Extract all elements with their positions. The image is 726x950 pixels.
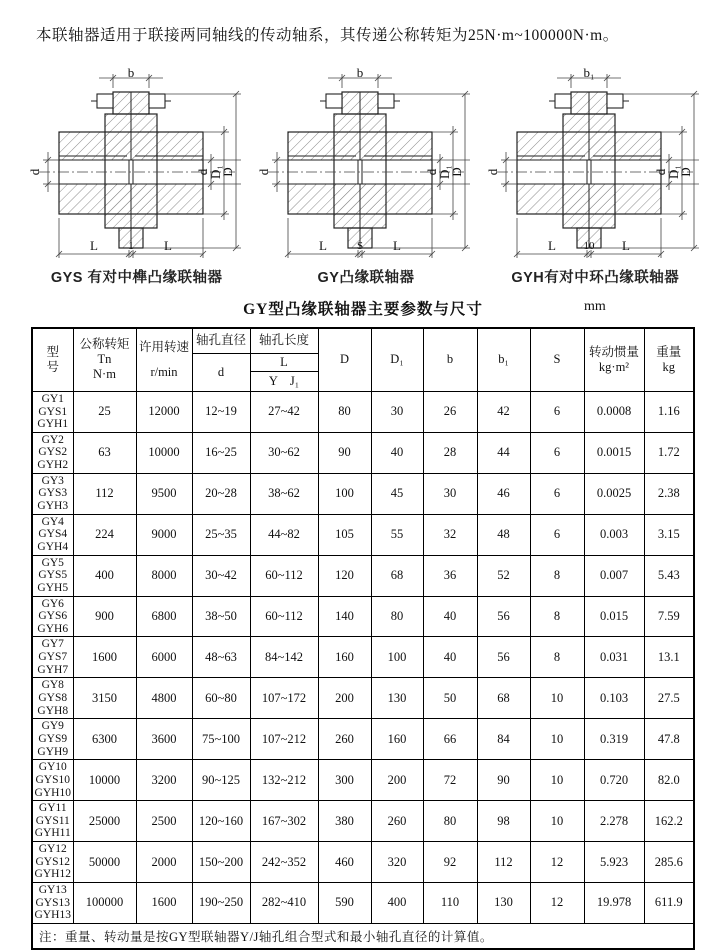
header-bore-len-mid: L [250, 353, 318, 371]
cell-b: 30 [423, 473, 477, 514]
coupling-drawing-svg [483, 68, 707, 264]
cell-b: 66 [423, 719, 477, 760]
cell-d: 150~200 [192, 842, 250, 883]
cell-speed: 2500 [136, 801, 192, 842]
table-row [32, 432, 694, 473]
cell-d: 16~25 [192, 432, 250, 473]
dim-label-d-left: d [485, 168, 501, 176]
cell-l: 38~62 [250, 473, 318, 514]
cell-l: 60~112 [250, 555, 318, 596]
cell-b: 26 [423, 391, 477, 432]
dim-label-d-right: d [653, 168, 669, 176]
table-note: 注：重量、转动量是按GY型联轴器Y/J轴孔组合型式和最小轴孔直径的计算值。 [32, 923, 694, 949]
table-row [32, 801, 694, 842]
cell-S: 10 [530, 801, 584, 842]
cell-D: 380 [318, 801, 371, 842]
cell-b1: 130 [477, 882, 530, 923]
cell-D: 300 [318, 760, 371, 801]
cell-weight: 162.2 [644, 801, 694, 842]
table-row [32, 882, 694, 923]
header-bore-len: 轴孔长度 [250, 328, 318, 354]
cell-weight: 611.9 [644, 882, 694, 923]
model-cell: GY4 GYS4 GYH4 [32, 514, 73, 555]
cell-D1: 100 [371, 637, 423, 678]
model-cell: GY5 GYS5 GYH5 [32, 555, 73, 596]
cell-l: 44~82 [250, 514, 318, 555]
dim-label-center: 1 [127, 239, 134, 252]
header-inertia-line2: kg·m² [598, 359, 630, 374]
cell-l: 282~410 [250, 882, 318, 923]
dim-label-b: b₁ [583, 67, 595, 80]
cell-b1: 84 [477, 719, 530, 760]
dim-label-d1: D₁ [666, 164, 682, 179]
header-torque-line3: N·m [93, 367, 116, 382]
header-speed-line1: 许用转速 [138, 339, 189, 354]
model-cell: GY7 GYS7 GYH7 [32, 637, 73, 678]
model-cell: GY9 GYS9 GYH9 [32, 719, 73, 760]
cell-inertia: 0.319 [584, 719, 644, 760]
cell-D: 90 [318, 432, 371, 473]
coupling-figure [251, 68, 480, 287]
table-row [32, 719, 694, 760]
header-torque-line1: 公称转矩 [79, 337, 130, 352]
header-torque-line2: Tn [97, 352, 112, 367]
header-b1: b₁ [477, 328, 530, 392]
dim-label-d-left: d [26, 168, 42, 176]
cell-S: 12 [530, 842, 584, 883]
cell-b1: 56 [477, 596, 530, 637]
cell-b: 92 [423, 842, 477, 883]
dim-label-b: b [127, 67, 134, 80]
cell-tn: 224 [73, 514, 136, 555]
coupling-figure [22, 68, 251, 287]
cell-d: 90~125 [192, 760, 250, 801]
cell-tn: 100000 [73, 882, 136, 923]
cell-speed: 4800 [136, 678, 192, 719]
figures-row [0, 62, 726, 287]
cell-weight: 47.8 [644, 719, 694, 760]
cell-b1: 68 [477, 678, 530, 719]
cell-D: 200 [318, 678, 371, 719]
header-weight [644, 328, 694, 392]
model-cell: GY1 GYS1 GYH1 [32, 391, 73, 432]
cell-S: 10 [530, 678, 584, 719]
model-cell: GY11 GYS11 GYH11 [32, 801, 73, 842]
cell-S: 6 [530, 432, 584, 473]
cell-D: 590 [318, 882, 371, 923]
coupling-figure [481, 68, 710, 287]
header-model-line2: 号 [46, 359, 59, 374]
coupling-drawing-svg [25, 68, 249, 264]
cell-speed: 2000 [136, 842, 192, 883]
cell-d: 120~160 [192, 801, 250, 842]
cell-inertia: 0.0008 [584, 391, 644, 432]
cell-S: 6 [530, 473, 584, 514]
cell-D: 460 [318, 842, 371, 883]
cell-l: 84~142 [250, 637, 318, 678]
dim-label-D: D [448, 167, 464, 177]
cell-S: 10 [530, 760, 584, 801]
cell-D: 160 [318, 637, 371, 678]
cell-tn: 50000 [73, 842, 136, 883]
cell-D1: 130 [371, 678, 423, 719]
page [0, 16, 726, 944]
cell-D: 120 [318, 555, 371, 596]
cell-tn: 6300 [73, 719, 136, 760]
dim-label-L-right: L [163, 237, 172, 253]
dim-label-center: 10 [583, 239, 595, 252]
cell-speed: 1600 [136, 882, 192, 923]
cell-l: 60~112 [250, 596, 318, 637]
cell-b: 40 [423, 596, 477, 637]
table-row [32, 391, 694, 432]
table-row [32, 596, 694, 637]
cell-speed: 6000 [136, 637, 192, 678]
table-title-bar [0, 297, 726, 323]
header-weight-line2: kg [662, 359, 675, 374]
cell-D1: 30 [371, 391, 423, 432]
cell-tn: 900 [73, 596, 136, 637]
cell-tn: 3150 [73, 678, 136, 719]
cell-inertia: 2.278 [584, 801, 644, 842]
cell-l: 30~62 [250, 432, 318, 473]
cell-weight: 27.5 [644, 678, 694, 719]
cell-S: 6 [530, 391, 584, 432]
cell-b: 50 [423, 678, 477, 719]
header-bore-len-sub: Y J₁ [250, 371, 318, 391]
dim-label-b: b [356, 67, 364, 80]
cell-D1: 45 [371, 473, 423, 514]
cell-inertia: 0.720 [584, 760, 644, 801]
model-cell: GY13 GYS13 GYH13 [32, 882, 73, 923]
cell-d: 48~63 [192, 637, 250, 678]
cell-inertia: 0.003 [584, 514, 644, 555]
figure-caption: GYS 有对中榫凸缘联轴器 [50, 269, 223, 286]
header-weight-line1: 重量 [656, 344, 682, 359]
header-bore-dia-sub: d [192, 353, 250, 391]
cell-l: 107~212 [250, 719, 318, 760]
cell-D: 80 [318, 391, 371, 432]
header-b: b [423, 328, 477, 392]
dim-label-L-left: L [89, 237, 98, 253]
dim-label-d-right: d [423, 168, 439, 176]
cell-d: 30~42 [192, 555, 250, 596]
cell-b: 28 [423, 432, 477, 473]
header-D1: D₁ [371, 328, 423, 392]
dim-label-L-left: L [548, 237, 557, 253]
dim-label-d-left: d [255, 168, 271, 176]
dim-label-D: D [219, 167, 235, 177]
model-cell: GY2 GYS2 GYH2 [32, 432, 73, 473]
cell-l: 167~302 [250, 801, 318, 842]
cell-tn: 25000 [73, 801, 136, 842]
dim-label-L-right: L [393, 237, 401, 253]
cell-weight: 1.72 [644, 432, 694, 473]
cell-tn: 25 [73, 391, 136, 432]
cell-b1: 90 [477, 760, 530, 801]
table-unit: mm [584, 298, 606, 314]
dim-label-L-left: L [319, 237, 327, 253]
table-row [32, 760, 694, 801]
header-torque [73, 328, 136, 392]
cell-S: 8 [530, 555, 584, 596]
cell-b1: 98 [477, 801, 530, 842]
cell-d: 25~35 [192, 514, 250, 555]
model-cell: GY6 GYS6 GYH6 [32, 596, 73, 637]
cell-d: 12~19 [192, 391, 250, 432]
cell-weight: 13.1 [644, 637, 694, 678]
model-cell: GY10 GYS10 GYH10 [32, 760, 73, 801]
figure-caption: GYH有对中环凸缘联轴器 [511, 269, 680, 286]
model-cell: GY8 GYS8 GYH8 [32, 678, 73, 719]
dim-label-d1: D₁ [436, 164, 452, 179]
cell-d: 60~80 [192, 678, 250, 719]
cell-D: 140 [318, 596, 371, 637]
cell-speed: 3600 [136, 719, 192, 760]
cell-d: 75~100 [192, 719, 250, 760]
header-model [32, 328, 73, 392]
cell-speed: 9500 [136, 473, 192, 514]
cell-l: 107~172 [250, 678, 318, 719]
header-model-line1: 型 [46, 344, 59, 359]
cell-D1: 68 [371, 555, 423, 596]
cell-D1: 80 [371, 596, 423, 637]
cell-tn: 1600 [73, 637, 136, 678]
cell-b1: 44 [477, 432, 530, 473]
cell-inertia: 0.0025 [584, 473, 644, 514]
note-row [32, 923, 694, 949]
table-row [32, 678, 694, 719]
cell-l: 242~352 [250, 842, 318, 883]
header-speed [136, 328, 192, 392]
parameters-table [31, 327, 695, 950]
cell-weight: 285.6 [644, 842, 694, 883]
cell-inertia: 19.978 [584, 882, 644, 923]
header-inertia-line1: 转动惯量 [588, 344, 639, 359]
model-cell: GY12 GYS12 GYH12 [32, 842, 73, 883]
table-row [32, 842, 694, 883]
cell-inertia: 0.0015 [584, 432, 644, 473]
cell-speed: 3200 [136, 760, 192, 801]
cell-tn: 10000 [73, 760, 136, 801]
header-D: D [318, 328, 371, 392]
cell-D: 105 [318, 514, 371, 555]
cell-D1: 55 [371, 514, 423, 555]
header-inertia [584, 328, 644, 392]
cell-D1: 320 [371, 842, 423, 883]
dim-label-center: S [356, 239, 364, 252]
table-row [32, 514, 694, 555]
cell-b1: 42 [477, 391, 530, 432]
dim-label-d-right: d [194, 168, 210, 176]
cell-weight: 3.15 [644, 514, 694, 555]
cell-inertia: 0.015 [584, 596, 644, 637]
cell-D1: 400 [371, 882, 423, 923]
figure-caption: GY凸缘联轴器 [317, 269, 415, 286]
model-cell: GY3 GYS3 GYH3 [32, 473, 73, 514]
table-row [32, 637, 694, 678]
cell-speed: 10000 [136, 432, 192, 473]
cell-D1: 160 [371, 719, 423, 760]
cell-D1: 260 [371, 801, 423, 842]
cell-b: 110 [423, 882, 477, 923]
cell-D: 100 [318, 473, 371, 514]
cell-b: 36 [423, 555, 477, 596]
cell-inertia: 5.923 [584, 842, 644, 883]
coupling-drawing-svg [254, 68, 478, 264]
table-row [32, 473, 694, 514]
cell-b: 40 [423, 637, 477, 678]
dim-label-d1: D₁ [207, 164, 223, 179]
cell-b1: 46 [477, 473, 530, 514]
cell-speed: 8000 [136, 555, 192, 596]
cell-weight: 1.16 [644, 391, 694, 432]
cell-l: 132~212 [250, 760, 318, 801]
table-body [32, 391, 694, 923]
cell-b1: 48 [477, 514, 530, 555]
cell-b1: 52 [477, 555, 530, 596]
cell-speed: 12000 [136, 391, 192, 432]
cell-b: 80 [423, 801, 477, 842]
cell-D: 260 [318, 719, 371, 760]
table-row [32, 555, 694, 596]
header-speed-line2: r/min [150, 364, 178, 379]
cell-speed: 6800 [136, 596, 192, 637]
cell-b: 32 [423, 514, 477, 555]
table-header [32, 328, 694, 392]
header-bore-dia: 轴孔直径 [192, 328, 250, 354]
cell-d: 20~28 [192, 473, 250, 514]
cell-b1: 56 [477, 637, 530, 678]
cell-tn: 112 [73, 473, 136, 514]
cell-S: 8 [530, 596, 584, 637]
cell-inertia: 0.007 [584, 555, 644, 596]
cell-b: 72 [423, 760, 477, 801]
cell-tn: 400 [73, 555, 136, 596]
cell-weight: 7.59 [644, 596, 694, 637]
cell-l: 27~42 [250, 391, 318, 432]
cell-weight: 2.38 [644, 473, 694, 514]
cell-d: 190~250 [192, 882, 250, 923]
cell-d: 38~50 [192, 596, 250, 637]
cell-b1: 112 [477, 842, 530, 883]
cell-tn: 63 [73, 432, 136, 473]
cell-S: 10 [530, 719, 584, 760]
cell-S: 6 [530, 514, 584, 555]
table-title: GY型凸缘联轴器主要参数与尺寸 [243, 300, 483, 318]
cell-D1: 40 [371, 432, 423, 473]
cell-speed: 9000 [136, 514, 192, 555]
cell-weight: 82.0 [644, 760, 694, 801]
cell-D1: 200 [371, 760, 423, 801]
cell-weight: 5.43 [644, 555, 694, 596]
cell-S: 8 [530, 637, 584, 678]
cell-S: 12 [530, 882, 584, 923]
cell-inertia: 0.103 [584, 678, 644, 719]
header-S: S [530, 328, 584, 392]
cell-inertia: 0.031 [584, 637, 644, 678]
dim-label-L-right: L [622, 237, 631, 253]
intro-paragraph: 本联轴器适用于联接两同轴线的传动轴系，其传递公称转矩为25N·m~100000N·m。 [36, 26, 619, 44]
dim-label-D: D [678, 167, 694, 177]
